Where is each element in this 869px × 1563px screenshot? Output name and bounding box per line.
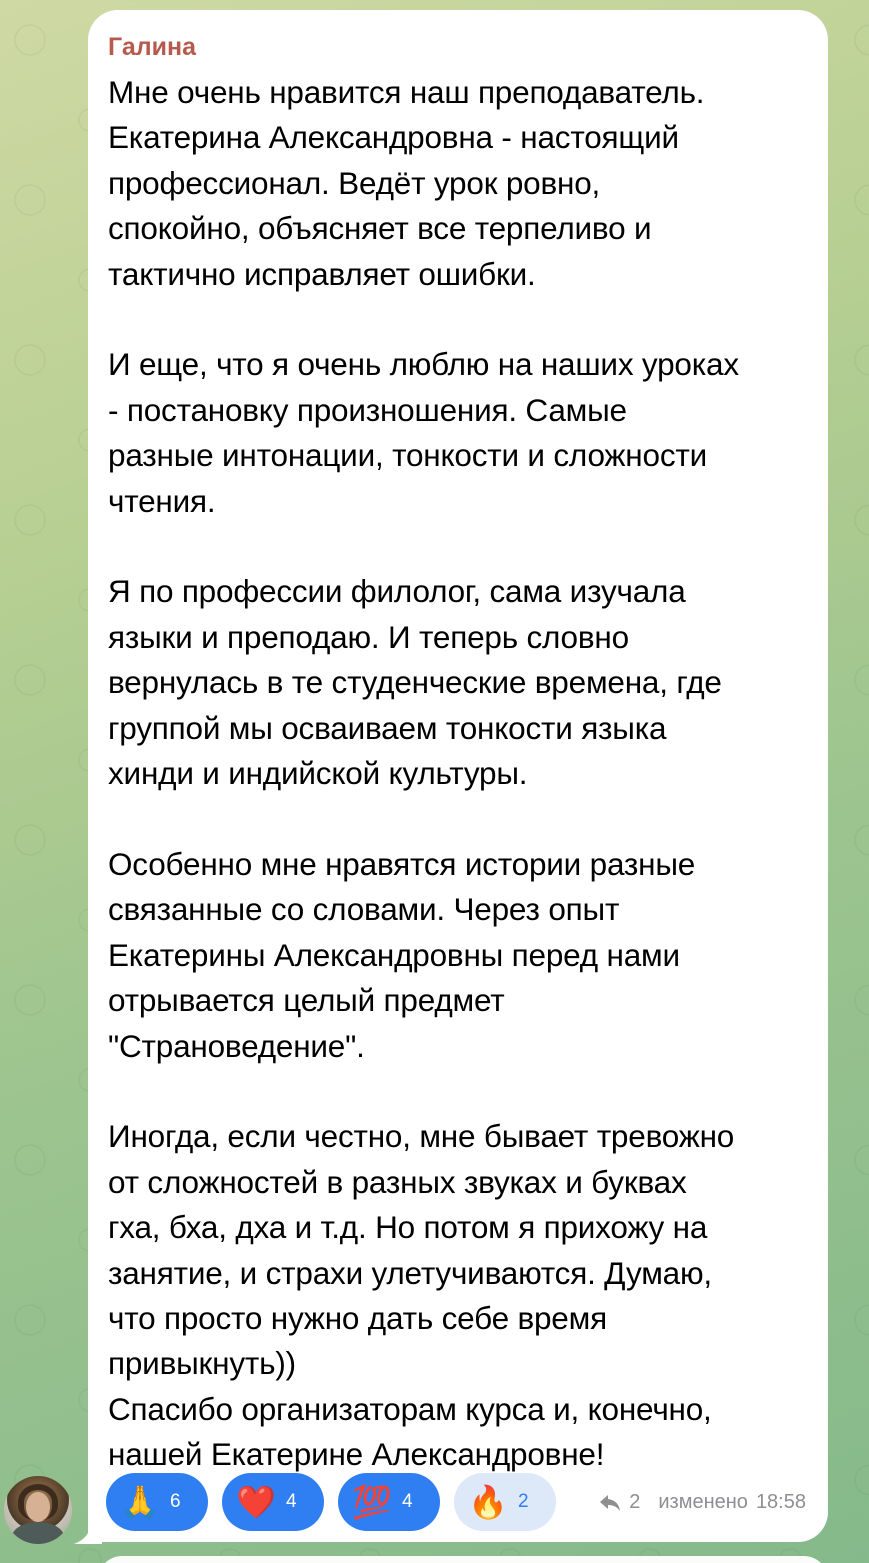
reaction-hundred[interactable]: [338, 1473, 440, 1531]
reaction-pray[interactable]: [106, 1473, 208, 1531]
message-meta: [599, 1491, 806, 1514]
reaction-fire[interactable]: [454, 1473, 556, 1531]
replies-count[interactable]: 2: [629, 1491, 641, 1513]
avatar-hair: [18, 1484, 58, 1520]
message-time: 18:58: [755, 1491, 806, 1513]
heart-emoji-icon: ❤️: [236, 1484, 276, 1520]
sender-name[interactable]: Галина: [108, 33, 197, 61]
reaction-count: 2: [518, 1491, 529, 1512]
pray-emoji-icon: 🙏: [120, 1484, 160, 1520]
next-message-bubble-edge: [98, 1556, 828, 1563]
avatar[interactable]: [4, 1476, 72, 1544]
reaction-count: 4: [402, 1491, 413, 1512]
message-text: Мне очень нравится наш преподаватель. Екатерина Александровна - настоящий профессионал. Ведёт урок ровно, спокойно, объясняет все терпеливо и тактично исправляет ошибки. И еще, что я очень люблю на наших уроках - постановку произношения. Самые разные интонации, тонкости и сложности чтения. Я по профессии филолог, сама изучала языки и преподаю. И теперь словно вернулась в те студенческие времена, где группой мы осваиваем тонкости языка хинди и индийской культуры. Особенно мне нравятся истории разные связанные со словами. Через опыт Екатерины Александровны перед нами отрывается целый предмет "Страноведение". Иногда, если честно, мне бывает тревожно от сложностей в разных звуках и буквах гха, бха, дха и т.д. Но потом я прихожу на занятие, и страхи улетучиваются. Думаю, что просто нужно дать себе время привыкнуть)) Спасибо организаторам курса и, конечно, нашей Екатерине Александровне!: [108, 74, 739, 1473]
hundred-emoji-icon: 💯: [352, 1484, 392, 1520]
message-footer: [106, 1473, 810, 1533]
edited-label: изменено: [658, 1491, 748, 1513]
fire-emoji-icon: 🔥: [468, 1484, 508, 1520]
reaction-count: 4: [286, 1491, 297, 1512]
reaction-heart[interactable]: [222, 1473, 324, 1531]
avatar-shoulders: [12, 1522, 64, 1544]
message-bubble[interactable]: [88, 10, 828, 1542]
reply-arrow-icon[interactable]: [599, 1494, 621, 1512]
reaction-count: 6: [170, 1491, 181, 1512]
reactions-bar: [106, 1473, 556, 1531]
